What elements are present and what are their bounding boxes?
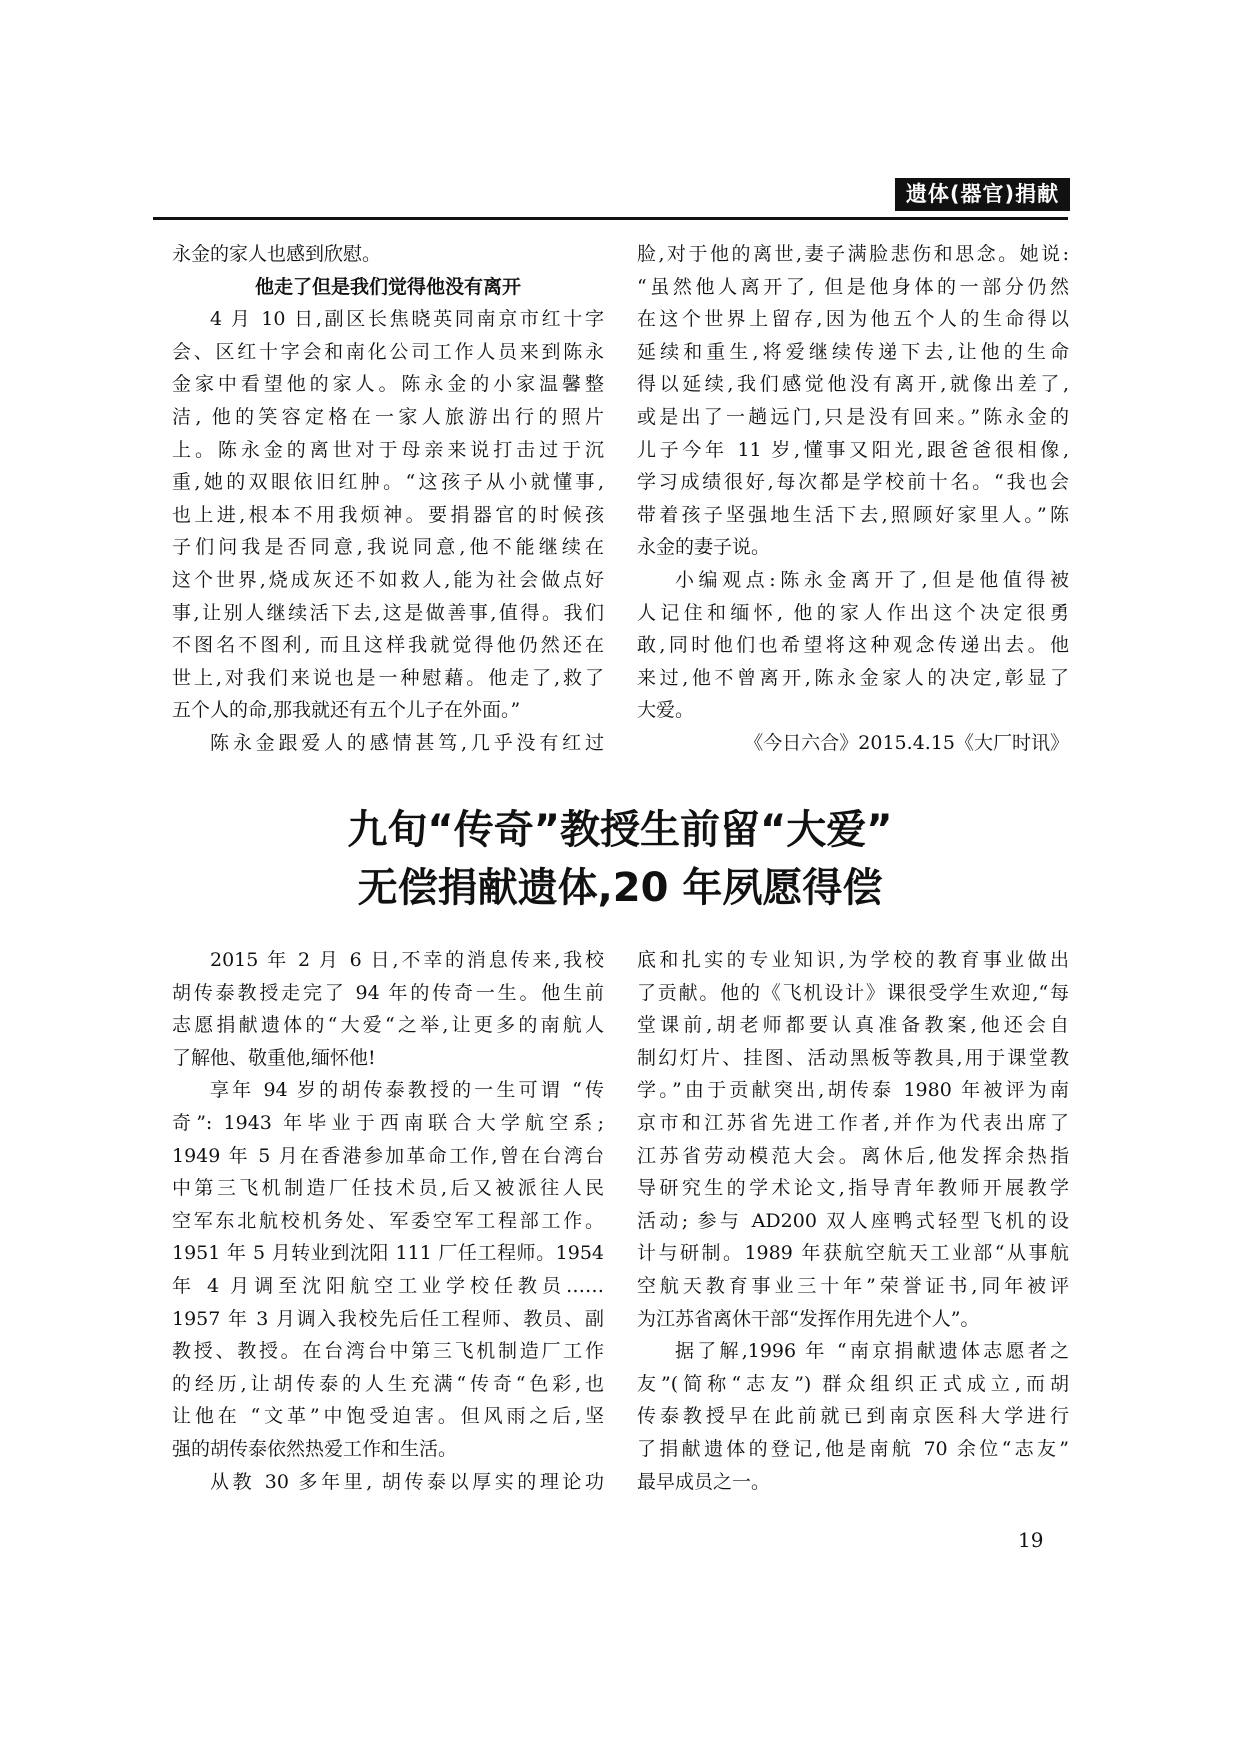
text-line: 活动; 参与 AD200 双人座鸭式轻型飞机的设 bbox=[637, 1209, 1069, 1232]
text-line: 重,她的双眼依旧红肿。“这孩子从小就懂事, bbox=[172, 471, 604, 494]
text-line: 来过,他不曾离开,陈永金家人的决定,彰显了 bbox=[637, 666, 1069, 689]
article2-title-line1: 九旬“传奇”教授生前留“大爱” bbox=[347, 807, 893, 853]
text-line: 不图名不图利, 而且这样我就觉得他仍然还在 bbox=[172, 634, 604, 657]
text-line: 制幻灯片、挂图、活动黑板等教具,用于课堂教 bbox=[637, 1046, 1069, 1069]
text-line: 金家中看望他的家人。陈永金的小家温馨整 bbox=[172, 373, 604, 396]
text-line: 学。”由于贡献突出,胡传泰 1980 年被评为南 bbox=[637, 1079, 1069, 1102]
subheading: 他走了但是我们觉得他没有离开 bbox=[254, 275, 521, 298]
text-line: 或是出了一趟远门,只是没有回来。”陈永金的 bbox=[637, 406, 1069, 428]
text-line: 在这个世界上留存,因为他五个人的生命得以 bbox=[637, 308, 1069, 331]
header-rule bbox=[153, 217, 1068, 220]
article2-title-line2: 无偿捐献遗体,20 年夙愿得偿 bbox=[357, 865, 883, 911]
text-line: 会、区红十字会和南化公司工作人员来到陈永 bbox=[172, 340, 604, 363]
text-line: 胡传泰教授走完了 94 年的传奇一生。他生前 bbox=[172, 981, 604, 1004]
text-line: 儿子今年 11 岁,懂事又阳光,跟爸爸很相像, bbox=[637, 438, 1069, 461]
text-line: 志愿捐献遗体的“大爱“之举,让更多的南航人 bbox=[172, 1014, 604, 1037]
text-line: 奇”: 1943 年毕业于西南联合大学航空系; bbox=[172, 1112, 604, 1134]
text-line: 据了解,1996 年 “南京捐献遗体志愿者之 bbox=[675, 1340, 1069, 1363]
text-line: 大爱。 bbox=[637, 699, 695, 722]
text-line: 2015 年 2 月 6 日,不幸的消息传来,我校 bbox=[210, 949, 604, 971]
text-line: 子们问我是否同意,我说同意,他不能继续在 bbox=[172, 536, 604, 559]
page-number: 19 bbox=[1018, 1528, 1044, 1552]
text-line: 上。陈永金的离世对于母亲来说打击过于沉 bbox=[172, 438, 604, 461]
text-line: 延续和重生,将爱继续传递下去,让他的生命 bbox=[637, 340, 1069, 363]
text-line: 洁, 他的笑容定格在一家人旅游出行的照片 bbox=[172, 406, 604, 428]
text-line: 了捐献遗体的登记,他是南航 70 余位“志友” bbox=[637, 1438, 1069, 1460]
text-line: 陈永金跟爱人的感情甚笃,几乎没有红过 bbox=[210, 732, 604, 754]
text-line: 也上进,根本不用我烦神。要捐器官的时候孩 bbox=[172, 503, 604, 526]
text-line: 强的胡传泰依然热爱工作和生活。 bbox=[172, 1438, 458, 1460]
text-line: 1957 年 3 月调入我校先后任工程师、教员、副 bbox=[172, 1307, 604, 1330]
text-line: 江苏省劳动模范大会。离休后,他发挥余热指 bbox=[637, 1144, 1069, 1167]
text-line: 世上,对我们来说也是一种慰藉。他走了,救了 bbox=[172, 666, 604, 689]
section-tag: 遗体(器官)捐献 bbox=[895, 178, 1070, 211]
text-line: 从教 30 多年里, 胡传泰以厚实的理论功 bbox=[210, 1470, 604, 1493]
text-line: 堂课前,胡老师都要认真准备教案,他还会自 bbox=[637, 1014, 1069, 1037]
source-citation: 《今日六合》2015.4.15《大厂时讯》 bbox=[744, 732, 1069, 754]
text-line: 脸,对于他的离世,妻子满脸悲伤和思念。她说: bbox=[637, 243, 1069, 265]
text-line: 空航天教育事业三十年”荣誉证书,同年被评 bbox=[637, 1275, 1069, 1297]
text-line: 这个世界,烧成灰还不如救人,能为社会做点好 bbox=[172, 569, 604, 591]
text-line: 为江苏省离休干部“发挥作用先进个人”。 bbox=[637, 1307, 980, 1330]
text-line: 空军东北航校机务处、军委空军工程部工作。 bbox=[172, 1209, 604, 1232]
text-line: 永金的家人也感到欣慰。 bbox=[172, 243, 382, 265]
text-line: 了解他、敬重他,缅怀他! bbox=[172, 1046, 376, 1069]
text-line: 计与研制。1989 年获航空航天工业部“从事航 bbox=[637, 1242, 1069, 1265]
text-line: 小编观点:陈永金离开了,但是他值得被 bbox=[675, 569, 1069, 591]
text-line: 最早成员之一。 bbox=[637, 1470, 771, 1493]
text-line: 年 4 月调至沈阳航空工业学校任教员…… bbox=[172, 1275, 604, 1297]
text-line: 传泰教授早在此前就已到南京医科大学进行 bbox=[637, 1405, 1069, 1428]
text-line: 五个人的命,那我就还有五个儿子在外面。” bbox=[172, 699, 521, 722]
text-line: 4 月 10 日,副区长焦晓英同南京市红十字 bbox=[210, 308, 604, 331]
text-line: 中第三飞机制造厂任技术员,后又被派往人民 bbox=[172, 1177, 604, 1200]
text-line: 1949 年 5 月在香港参加革命工作,曾在台湾台 bbox=[172, 1144, 604, 1167]
text-line: 敢,同时他们也希望将这种观念传递出去。他 bbox=[637, 634, 1069, 657]
text-line: 得以延续,我们感觉他没有离开,就像出差了, bbox=[637, 373, 1069, 396]
text-line: 的经历,让胡传泰的人生充满“传奇“色彩,也 bbox=[172, 1372, 604, 1395]
text-line: 了贡献。他的《飞机设计》课很受学生欢迎,“每 bbox=[637, 981, 1069, 1004]
text-line: “虽然他人离开了, 但是他身体的一部分仍然 bbox=[637, 275, 1069, 298]
text-line: 事,让别人继续活下去,这是做善事,值得。我们 bbox=[172, 601, 604, 624]
text-line: 人记住和缅怀, 他的家人作出这个决定很勇 bbox=[637, 601, 1069, 624]
text-line: 永金的妻子说。 bbox=[637, 536, 771, 559]
text-line: 享年 94 岁的胡传泰教授的一生可谓 “传 bbox=[210, 1079, 604, 1102]
text-line: 导研究生的学术论文,指导青年教师开展教学 bbox=[637, 1177, 1069, 1200]
text-line: 教授、教授。在台湾台中第三飞机制造厂工作 bbox=[172, 1340, 604, 1363]
text-line: 学习成绩很好,每次都是学校前十名。“我也会 bbox=[637, 471, 1069, 494]
text-line: 底和扎实的专业知识,为学校的教育事业做出 bbox=[637, 949, 1069, 971]
text-line: 带着孩子坚强地生活下去,照顾好家里人。”陈 bbox=[637, 503, 1069, 526]
text-line: 友”(简称“志友”) 群众组织正式成立,而胡 bbox=[637, 1372, 1069, 1395]
text-line: 让他在 “文革”中饱受迫害。但风雨之后,坚 bbox=[172, 1405, 604, 1428]
text-line: 1951 年 5 月转业到沈阳 111 厂任工程师。1954 bbox=[172, 1242, 604, 1265]
text-line: 京市和江苏省先进工作者,并作为代表出席了 bbox=[637, 1112, 1069, 1134]
